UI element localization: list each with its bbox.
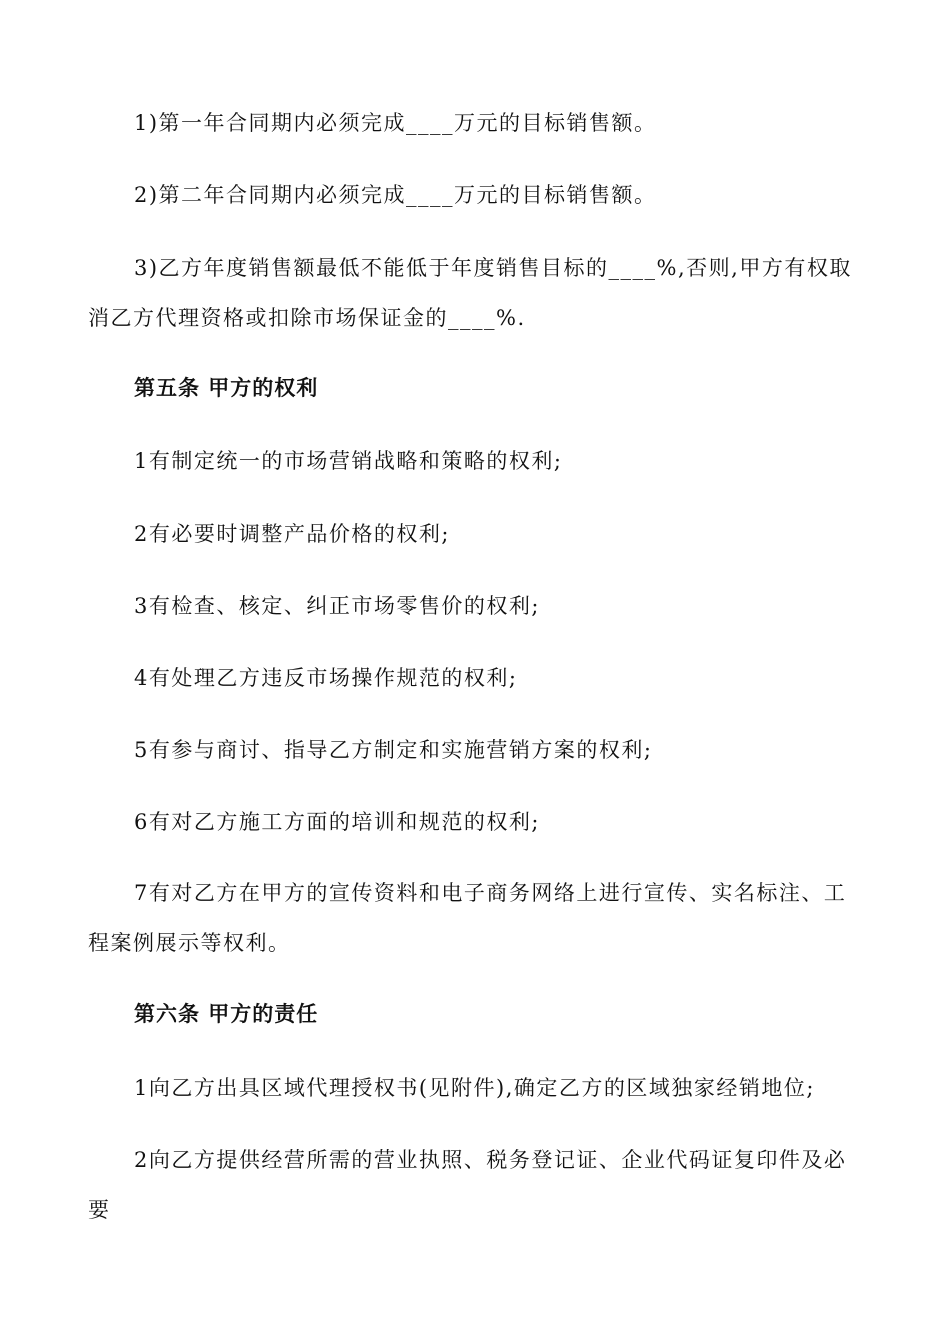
right-item-3: 3有检查、核定、纠正市场零售价的权利; — [134, 594, 540, 618]
right-item-2: 2有必要时调整产品价格的权利; — [134, 522, 450, 546]
right-item-7: 7有对乙方在甲方的宣传资料和电子商务网络上进行宣传、实名标注、工程案例展示等权利。 — [88, 881, 847, 955]
duty-item-1: 1向乙方出具区域代理授权书(见附件),确定乙方的区域独家经销地位; — [134, 1076, 815, 1100]
right-item-6: 6有对乙方施工方面的培训和规范的权利; — [134, 810, 540, 834]
right-item-4: 4有处理乙方违反市场操作规范的权利; — [134, 666, 518, 690]
minimum-sales-paragraph: 3)乙方年度销售额最低不能低于年度销售目标的____%,否则,甲方有权取消乙方代理资格或扣除市场保证金的____%. — [88, 256, 852, 330]
target-year1-paragraph: 1)第一年合同期内必须完成____万元的目标销售额。 — [134, 111, 657, 135]
right-item-1: 1有制定统一的市场营销战略和策略的权利; — [134, 449, 563, 473]
duty-item-2: 2向乙方提供经营所需的营业执照、税务登记证、企业代码证复印件及必要 — [88, 1148, 847, 1222]
right-item-5: 5有参与商讨、指导乙方制定和实施营销方案的权利; — [134, 738, 653, 762]
article-6-heading: 第六条 甲方的责任 — [134, 1002, 319, 1026]
article-5-heading: 第五条 甲方的权利 — [134, 376, 319, 400]
target-year2-paragraph: 2)第二年合同期内必须完成____万元的目标销售额。 — [134, 183, 657, 207]
